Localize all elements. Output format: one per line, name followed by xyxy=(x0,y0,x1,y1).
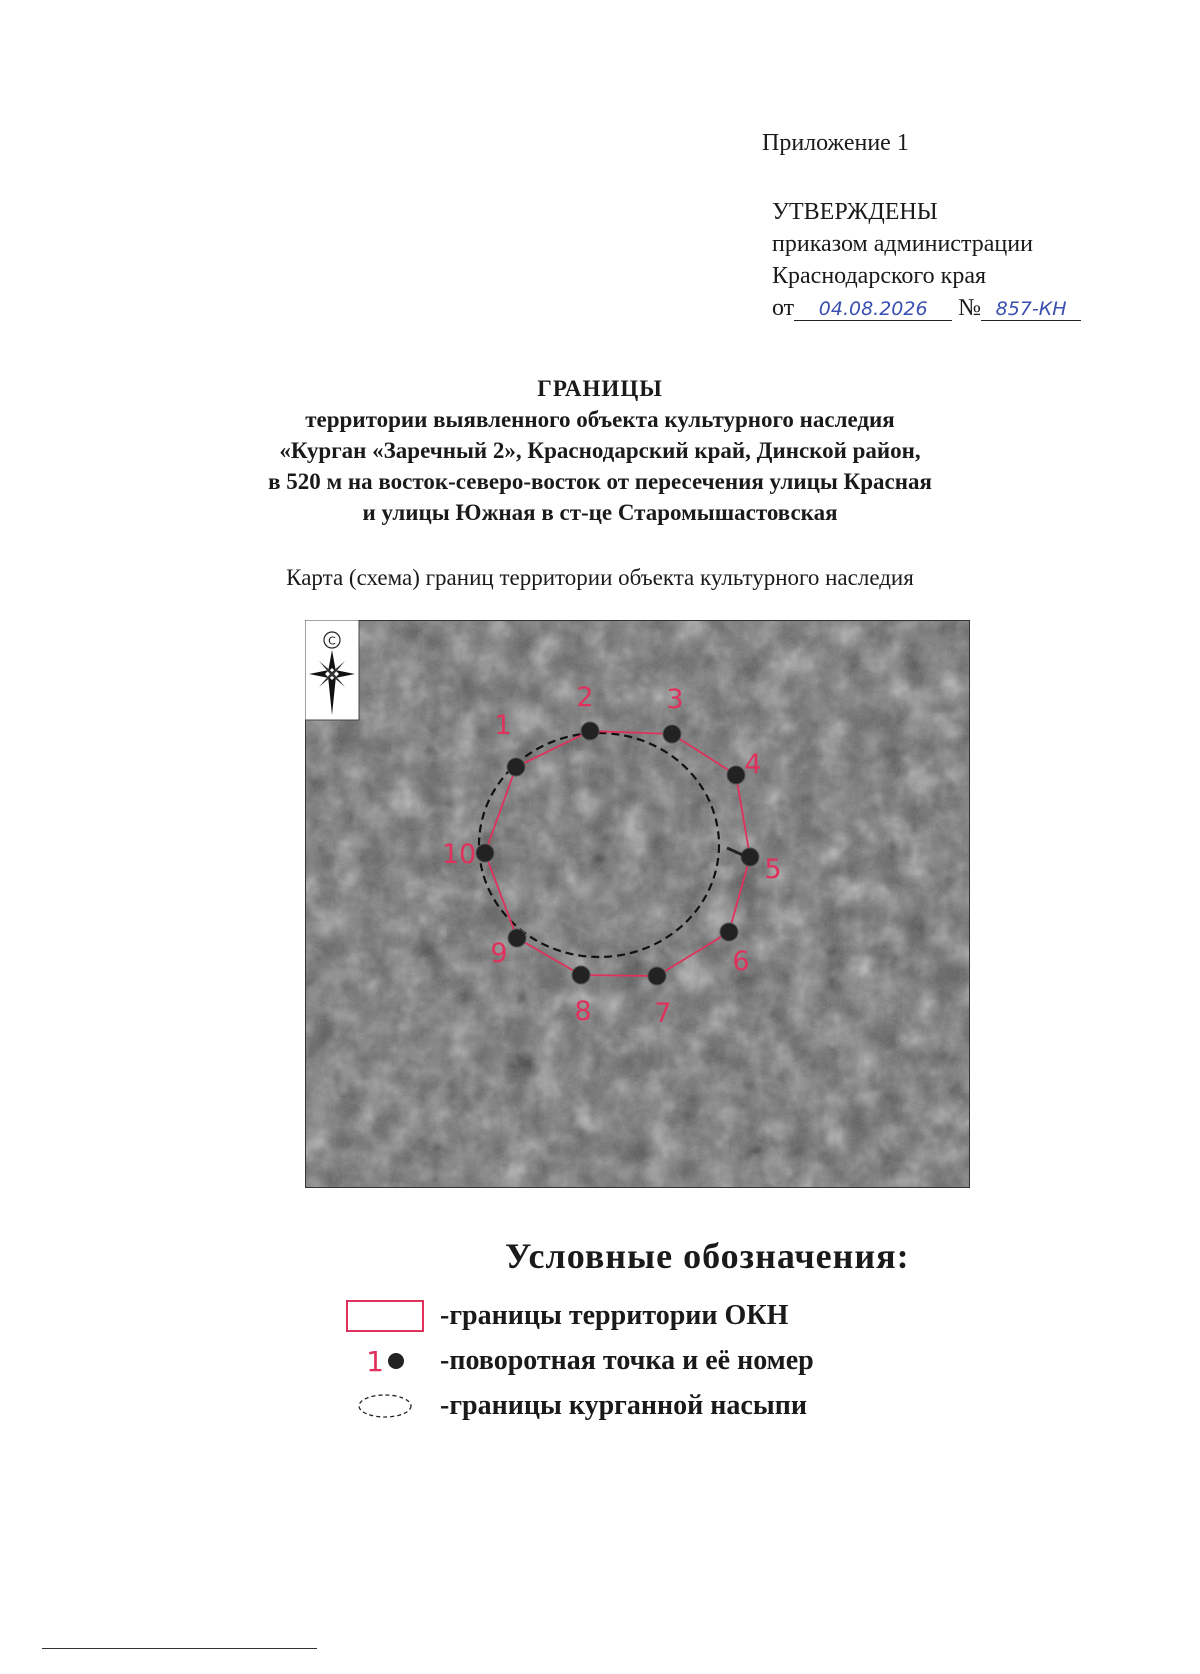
turning-point-4 xyxy=(727,766,745,784)
turning-point-label-6: 6 xyxy=(732,946,750,977)
order-date: 04.08.2026 xyxy=(794,298,952,321)
turning-point-label-7: 7 xyxy=(654,998,672,1029)
dashed-ellipse-icon xyxy=(355,1391,415,1421)
legend-item-boundary xyxy=(330,1296,788,1336)
legend-label-mound: -границы курганной насыпи xyxy=(440,1390,807,1421)
point-symbol xyxy=(330,1341,440,1381)
satellite-grain xyxy=(305,620,970,1188)
turning-point-9 xyxy=(508,929,526,947)
legend-label-boundary: -границы территории ОКН xyxy=(440,1300,789,1331)
appendix-label: Приложение 1 xyxy=(762,130,909,156)
point-dot-icon xyxy=(388,1353,404,1369)
turning-point-label-8: 8 xyxy=(574,996,592,1027)
region-label: Краснодарского края xyxy=(772,263,987,289)
turning-point-6 xyxy=(720,923,738,941)
boundary-box-icon xyxy=(346,1300,424,1332)
by-order-label: приказом администрации xyxy=(772,231,1033,257)
legend-item-point xyxy=(330,1341,814,1381)
title-line-1: территории выявленного объекта культурного наследия xyxy=(305,407,895,432)
turning-point-2 xyxy=(581,722,599,740)
document-title xyxy=(200,373,1000,528)
compass-north-label: С xyxy=(328,634,336,648)
title-heading: ГРАНИЦЫ xyxy=(537,376,663,401)
turning-point-label-5: 5 xyxy=(764,854,782,885)
order-number: 857-КН xyxy=(981,298,1081,321)
turning-point-label-4: 4 xyxy=(744,749,762,780)
legend-item-mound xyxy=(330,1386,807,1426)
turning-point-label-2: 2 xyxy=(576,682,594,713)
approved-label: УТВЕРЖДЕНЫ xyxy=(772,199,938,225)
order-details xyxy=(772,292,1081,324)
legend-title: Условные обозначения: xyxy=(505,1236,910,1276)
title-line-3: в 520 м на восток-северо-восток от пересечения улицы Красная xyxy=(268,469,932,494)
number-label: № xyxy=(958,295,982,321)
boundary-symbol xyxy=(330,1296,440,1336)
map-subtitle: Карта (схема) границ территории объекта культурного наследия xyxy=(286,565,914,590)
boundary-map xyxy=(305,620,970,1188)
turning-point-3 xyxy=(663,725,681,743)
turning-point-label-1: 1 xyxy=(494,710,512,741)
turning-point-label-3: 3 xyxy=(666,684,684,715)
turning-point-label-10: 10 xyxy=(441,839,477,870)
compass-rose xyxy=(305,620,359,720)
footnote-separator xyxy=(42,1648,317,1649)
title-line-4: и улицы Южная в ст-це Старомышастовская xyxy=(362,500,838,525)
turning-point-1 xyxy=(507,758,525,776)
legend-label-point: -поворотная точка и её номер xyxy=(440,1345,814,1376)
turning-point-7 xyxy=(648,967,666,985)
from-label: от xyxy=(772,295,795,321)
turning-point-label-9: 9 xyxy=(490,938,508,969)
point-icon xyxy=(366,1345,404,1378)
turning-point-10 xyxy=(476,844,494,862)
turning-point-8 xyxy=(572,966,590,984)
mound-symbol xyxy=(330,1386,440,1426)
title-line-2: «Курган «Заречный 2», Краснодарский край, Динской район, xyxy=(279,438,921,463)
approval-block xyxy=(772,196,1081,324)
point-symbol-number: 1 xyxy=(366,1344,384,1378)
